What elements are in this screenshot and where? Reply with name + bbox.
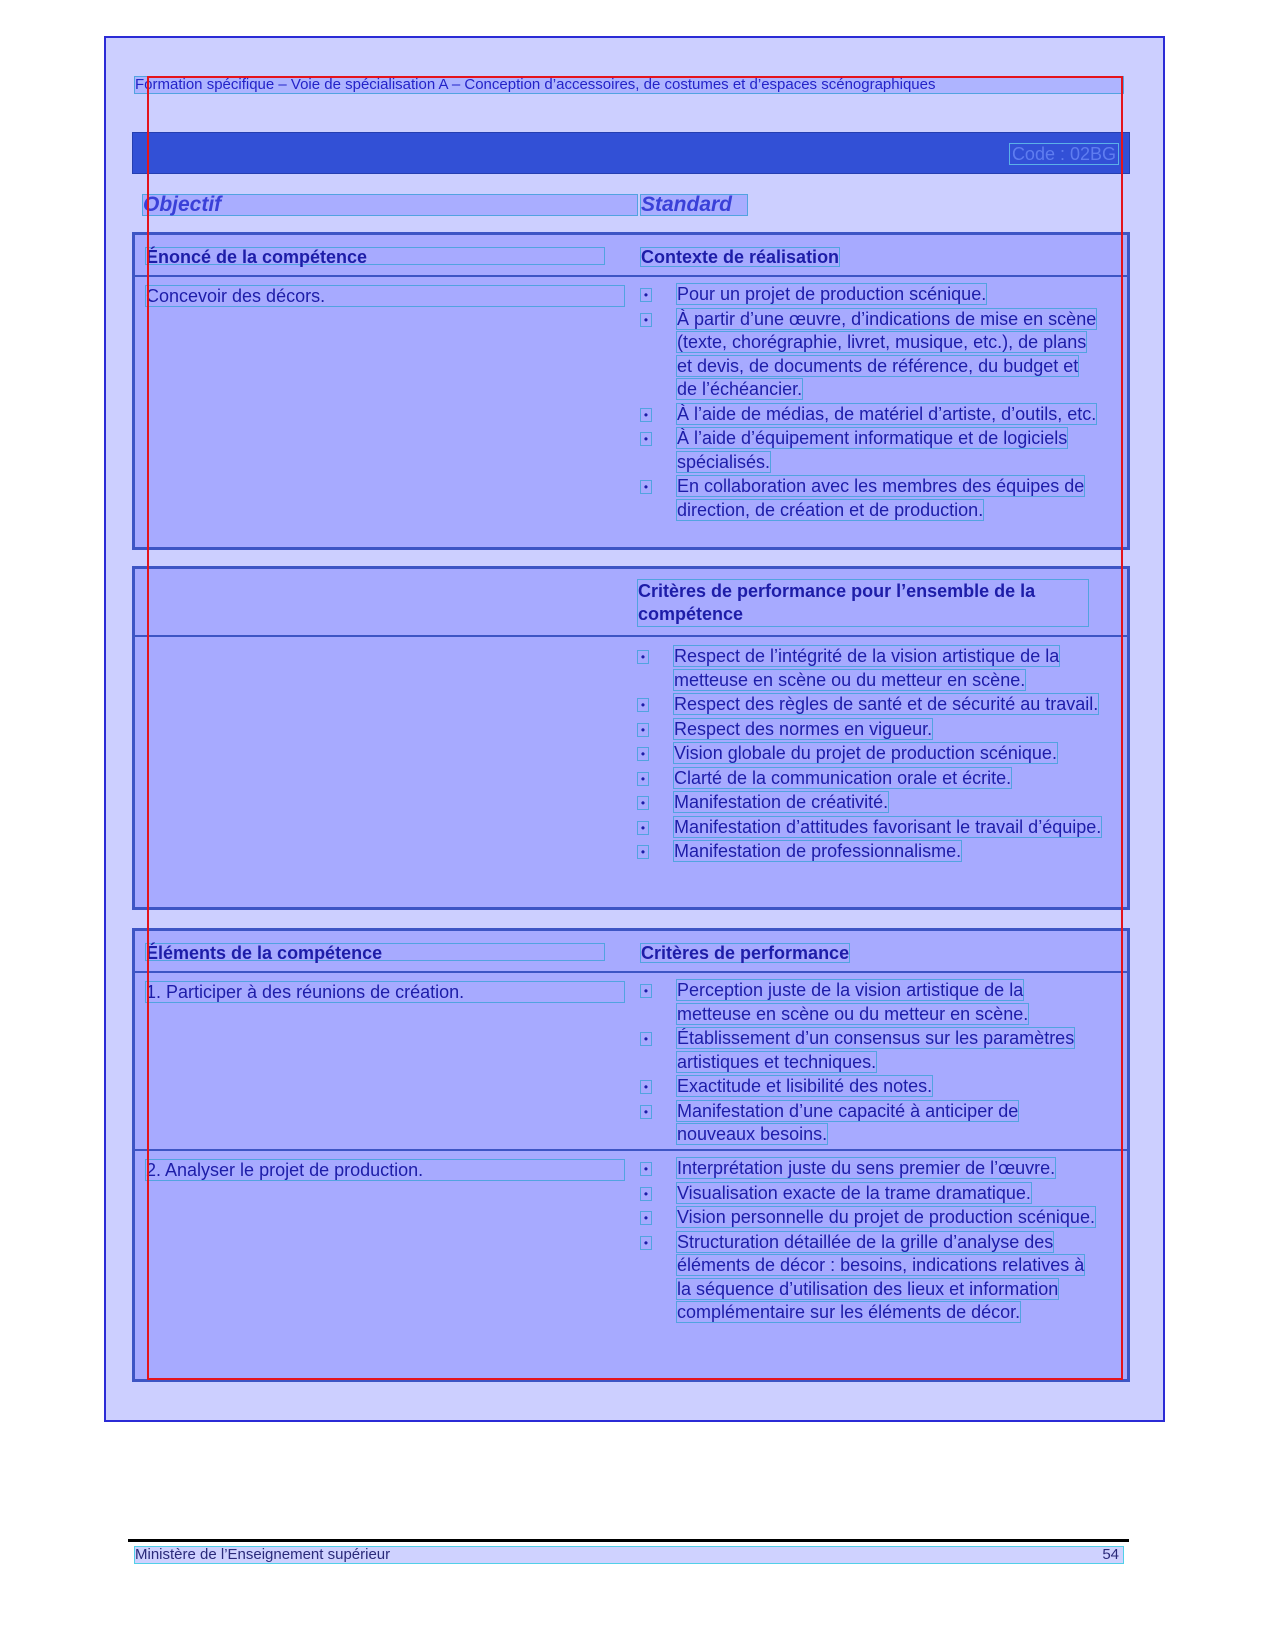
list-item: • Vision globale du projet de production scénique.	[637, 742, 1103, 766]
bullet-icon: •	[637, 821, 649, 835]
enonce-heading: Énoncé de la compétence	[145, 247, 605, 265]
list-item: • Interprétation juste du sens premier de l’œuvre.	[640, 1157, 1100, 1181]
bullet-icon: •	[637, 772, 649, 786]
bullet-icon: •	[640, 1105, 652, 1119]
list-item: • À partir d’une œuvre, d’indications de mise en scène (texte, chorégraphie, livret, musique, etc.), de plans et devis, de documents de référence, du budget et de l’échéancier.	[640, 308, 1100, 402]
objectif-title: Objectif	[142, 194, 638, 216]
footer-rule	[128, 1539, 1129, 1542]
bullet-icon: •	[640, 1211, 652, 1225]
list-item: • Établissement d’un consensus sur les paramètres artistiques et techniques.	[640, 1027, 1100, 1074]
element-2-criteres	[640, 1157, 1100, 1326]
objectif-standard-row	[142, 194, 1122, 218]
contexte-list	[640, 283, 1100, 523]
list-item: • Perception juste de la vision artistique de la metteuse en scène ou du metteur en scène.	[640, 979, 1100, 1026]
bullet-icon: •	[637, 796, 649, 810]
bullet-icon: •	[640, 1162, 652, 1176]
list-item: • Exactitude et lisibilité des notes.	[640, 1075, 1100, 1099]
contexte-heading: Contexte de réalisation	[641, 247, 840, 267]
criteres-heading: Critères de performance	[641, 943, 850, 963]
section-head	[135, 931, 1127, 973]
bullet-icon: •	[640, 1032, 652, 1046]
section-enonce-contexte	[132, 232, 1130, 550]
bullet-icon: •	[640, 984, 652, 998]
list-item: • Respect de l’intégrité de la vision artistique de la metteuse en scène ou du metteur en scène.	[637, 645, 1103, 692]
competence-statement: Concevoir des décors.	[145, 285, 625, 307]
list-item: • Manifestation de professionnalisme.	[637, 840, 1103, 864]
element-2-label: 2. Analyser le projet de production.	[145, 1159, 625, 1181]
list-item: • Manifestation de créativité.	[637, 791, 1103, 815]
list-item: • Respect des normes en vigueur.	[637, 718, 1103, 742]
bullet-icon: •	[640, 408, 652, 422]
section-head	[135, 569, 1127, 637]
bullet-icon: •	[637, 723, 649, 737]
bullet-icon: •	[637, 845, 649, 859]
running-header: Formation spécifique – Voie de spécialisation A – Conception d’accessoires, de costumes et d’espaces scénographiques	[134, 76, 1124, 94]
list-item: • À l’aide de médias, de matériel d’artiste, d’outils, etc.	[640, 403, 1100, 427]
bullet-icon: •	[640, 1080, 652, 1094]
list-item: • En collaboration avec les membres des équipes de direction, de création et de production.	[640, 475, 1100, 522]
section-criteres-ensemble	[132, 566, 1130, 910]
bullet-icon: •	[640, 480, 652, 494]
bullet-icon: •	[640, 1236, 652, 1250]
bullet-icon: •	[640, 288, 652, 302]
element-1-label: 1. Participer à des réunions de création.	[145, 981, 625, 1003]
bullet-icon: •	[637, 698, 649, 712]
bullet-icon: •	[637, 747, 649, 761]
list-item: • Pour un projet de production scénique.	[640, 283, 1100, 307]
list-item: • Vision personnelle du projet de production scénique.	[640, 1206, 1100, 1230]
bullet-icon: •	[640, 313, 652, 327]
list-item: • Structuration détaillée de la grille d’analyse des éléments de décor : besoins, indications relatives à la séquence d’utilisation des lieux et information complémentaire sur les éléments de décor.	[640, 1231, 1100, 1325]
list-item: • À l’aide d’équipement informatique et de logiciels spécialisés.	[640, 427, 1100, 474]
element-1-criteres	[640, 979, 1100, 1148]
criteres-ensemble-heading: Critères de performance pour l’ensemble de la compétence	[637, 579, 1089, 627]
page-number: 54	[1102, 1546, 1119, 1563]
list-item: • Clarté de la communication orale et écrite.	[637, 767, 1103, 791]
footer-ministry: Ministère de l’Enseignement supérieur	[135, 1546, 391, 1563]
section-elements-criteres	[132, 928, 1130, 1382]
standard-title: Standard	[640, 194, 748, 216]
bullet-icon: •	[640, 1187, 652, 1201]
elements-heading: Éléments de la compétence	[145, 943, 605, 961]
list-item: • Manifestation d’attitudes favorisant le travail d’équipe.	[637, 816, 1103, 840]
code-bar	[132, 132, 1130, 174]
criteres-ensemble-list	[637, 645, 1103, 865]
row-divider	[135, 1149, 1127, 1151]
bullet-icon: •	[640, 432, 652, 446]
list-item: • Respect des règles de santé et de sécurité au travail.	[637, 693, 1103, 717]
section-head	[135, 235, 1127, 277]
list-item: • Manifestation d’une capacité à anticiper de nouveaux besoins.	[640, 1100, 1100, 1147]
list-item: • Visualisation exacte de la trame dramatique.	[640, 1182, 1100, 1206]
competence-code: Code : 02BG	[1009, 143, 1119, 165]
bullet-icon: •	[637, 650, 649, 664]
page-footer	[134, 1546, 1124, 1564]
